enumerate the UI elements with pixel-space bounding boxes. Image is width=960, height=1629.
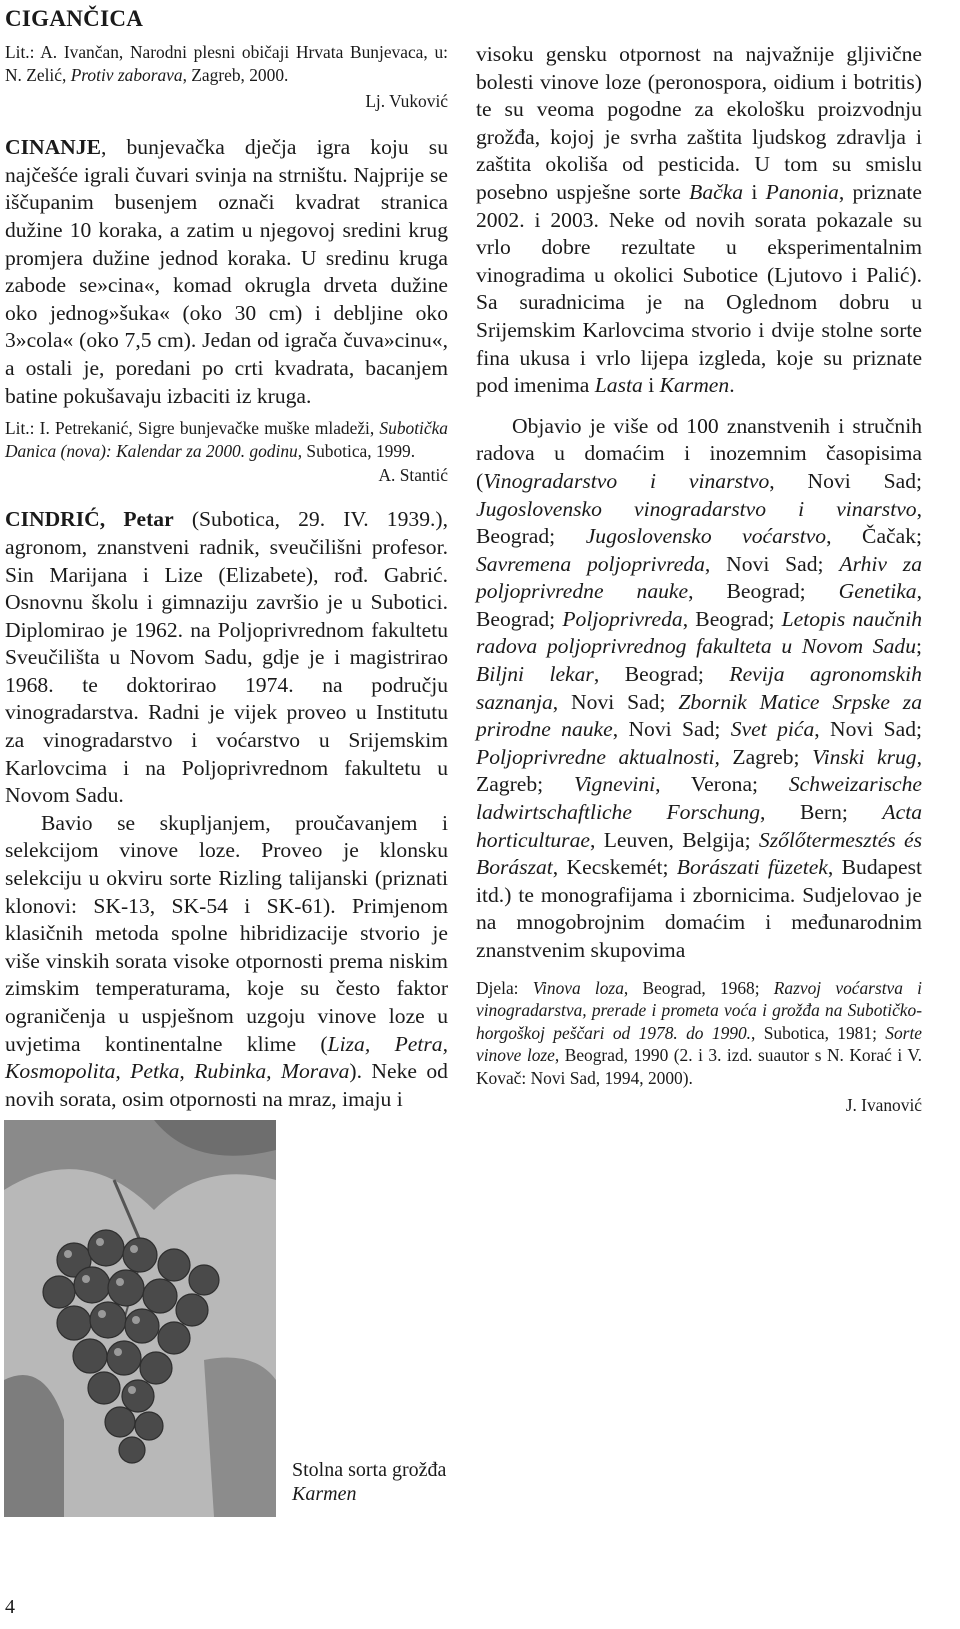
text-run: [525, 208, 535, 232]
text-run: je: [646, 290, 663, 315]
text-run: često: [335, 976, 381, 1001]
text-run: te: [476, 97, 492, 122]
text-run: Neke: [371, 1059, 417, 1084]
text-run: u: [594, 262, 605, 287]
text-run: [745, 208, 755, 232]
text-run: [106, 1004, 118, 1028]
text-run: klime: [246, 1031, 297, 1056]
text-run: [178, 838, 199, 862]
text-run: [586, 346, 596, 370]
text-run: [81, 1032, 105, 1056]
text-run: [826, 125, 836, 149]
text-run: sorte: [880, 317, 922, 342]
text-run: na: [262, 1086, 283, 1111]
text-run: U: [754, 152, 770, 177]
text-run: vrlo: [476, 235, 511, 260]
text-run: priznate: [852, 345, 923, 370]
text-run: [570, 346, 580, 370]
text-run: [159, 921, 171, 945]
text-run: [362, 1059, 371, 1083]
text-run: SK-13,: [93, 893, 156, 918]
text-run: [662, 290, 684, 314]
right-column: [476, 0, 922, 1116]
italic-text: Petra,: [394, 1031, 448, 1056]
text-run: [250, 894, 266, 918]
text-run: svrha: [630, 124, 677, 149]
text-run: na: [712, 42, 734, 66]
text-run: imenima: [513, 373, 590, 398]
text-run: 2003.: [550, 207, 599, 232]
text-run: hibridizacije: [239, 921, 348, 946]
text-run: [282, 866, 289, 890]
text-run: Primjenom: [352, 893, 449, 918]
text-run: Karlovcima: [582, 317, 685, 342]
text-run: sorte: [638, 179, 681, 204]
text-run: Oglednom: [726, 290, 818, 315]
text-run: kojoj: [550, 124, 595, 149]
text-run: i: [534, 207, 541, 232]
cindric-works: Djela: Vinova loza, Beograd, 1968; Razvoj voćarstva i vinogradarstva, prerade i prometa voća i grožđa na Subotičko-horgoškoj peščari od 1978. do 1990., Subotica, 1981; Sorte vinove loze, Beograd, 1990 (2. i 3. izd. suautor s N. Korać i V. Kovač: Novi Sad, 1994, 2000).: [476, 977, 923, 1088]
text-run: fina: [476, 345, 510, 370]
text-run: Srijemskim: [476, 317, 576, 342]
text-run: loze.: [198, 838, 241, 863]
text-run: [677, 125, 687, 149]
text-run: [320, 976, 336, 1000]
text-run: stolne: [821, 317, 874, 342]
text-run: vrlo: [595, 345, 631, 370]
text-run: je: [432, 921, 448, 946]
text-run: sorata,: [59, 1086, 117, 1111]
text-run: [733, 42, 745, 66]
italic-text: Kosmopolita,: [5, 1059, 121, 1084]
text-run: Palić).: [866, 262, 923, 287]
italic-text: [272, 1059, 281, 1083]
text-run: u: [725, 235, 737, 260]
text-run: [620, 125, 630, 149]
text-run: [417, 1059, 426, 1083]
cinanje-signature: A. Stantić: [378, 465, 448, 486]
text-run: Sa: [476, 290, 498, 315]
text-run: [129, 1004, 141, 1028]
text-run: koje: [246, 976, 285, 1001]
text-run: u: [118, 1004, 129, 1028]
text-run: [813, 346, 823, 370]
text-run: [758, 263, 767, 287]
text-run: osim: [121, 1086, 164, 1111]
text-run: otpornosti: [235, 948, 324, 973]
italic-text: Liza,: [327, 1031, 371, 1056]
text-run: zaštita: [476, 152, 532, 177]
cindric-paragraph-3: Objavio je više od 100 znanstvenih i stručnih radova u domaćim i inozemnim časopisima (Vinogradarstvo i vinarstvo, Novi Sad; Jugoslovensko vinogradarstvo i vinarstvo, Beograd; Jugoslovensko voćarstvo, Čačak; Savremena poljoprivreda, Novi Sad; Arhiv za poljoprivredne nauke, Beograd; Genetika, Beograd; Poljoprivreda, Beograd; Letopis naučnih radova poljoprivrednog fakulteta u Novom Sadu; Biljni lekar, Beograd; Revija agronomskih saznanja, Novi Sad; Zbornik Matice Srpske za prirodne nauke, Novi Sad; Svet pića, Novi Sad; Poljoprivredne aktualnosti, Zagreb; Vinski krug, Zagreb; Vignevini, Verona; Schweizarische ladwirtschaftliche Forschung, Bern; Acta horticulturae, Leuven, Belgija; Szőlőtermesztés és Borászat, Kecskemét; Borászati füzetek, Budapest itd.) te monografijama i zbornicima. Sudjelovao je na mnogobrojnim domaćim i međunarodnim znanstvenim skupovima: [476, 413, 923, 962]
text-run: metoda: [95, 921, 159, 946]
text-run: i: [851, 262, 858, 287]
text-run: najvažnije: [745, 42, 835, 66]
text-run: i: [758, 317, 765, 342]
text-run: skupljanjem,: [159, 810, 271, 835]
text-run: vinove: [540, 69, 599, 94]
text-run: gljivične: [846, 42, 922, 66]
text-run: eksperimentalnim: [767, 235, 922, 260]
text-run: koje: [776, 345, 814, 370]
text-run: [701, 42, 713, 66]
text-run: [714, 97, 727, 121]
text-run: [284, 976, 300, 1000]
text-run: i: [841, 69, 848, 94]
text-run: [135, 811, 160, 835]
text-run: (priznati: [374, 866, 448, 891]
text-run: [534, 42, 546, 66]
text-run: [682, 97, 695, 121]
text-run: pesticida.: [657, 152, 741, 177]
text-run: [425, 1004, 437, 1028]
text-run: [674, 263, 683, 287]
text-run: ekološku: [726, 97, 805, 122]
text-run: [99, 838, 120, 862]
text-run: novih: [695, 207, 745, 232]
text-run: sorte: [169, 866, 212, 891]
text-run: dobru: [839, 290, 890, 315]
text-run: loze: [605, 69, 642, 94]
text-run: stvorio: [360, 921, 421, 946]
page-number: 4: [5, 1596, 15, 1618]
text-run: zimskim: [5, 976, 80, 1001]
text-run: temperaturama,: [95, 976, 231, 1001]
text-run: [531, 152, 545, 176]
text-run: izgleda,: [698, 345, 767, 370]
text-run: [348, 921, 360, 945]
text-run: su: [832, 152, 852, 177]
text-run: (Ljutovo: [766, 262, 843, 287]
text-run: [359, 838, 380, 862]
text-run: [585, 263, 594, 287]
text-run: [368, 866, 375, 890]
text-run: [510, 346, 520, 370]
text-run: rezultate: [621, 235, 696, 260]
text-run: [889, 290, 911, 314]
text-run: priznate: [852, 179, 923, 204]
text-run: [228, 921, 240, 945]
text-run: [594, 97, 607, 121]
text-run: [740, 152, 754, 176]
text-run: [322, 838, 343, 862]
italic-text: [121, 1059, 130, 1083]
text-run: [420, 921, 432, 945]
text-run: [770, 152, 784, 176]
text-run: otpornosti: [169, 1086, 257, 1111]
text-run: [737, 235, 768, 259]
text-run: dvije: [771, 317, 815, 342]
text-run: selekciju: [5, 866, 82, 891]
text-run: [82, 866, 89, 890]
text-run: od: [622, 152, 644, 177]
text-run: SK-54: [171, 893, 228, 918]
text-run: [576, 318, 583, 342]
text-run: Neke: [608, 207, 655, 232]
text-run: [608, 152, 622, 176]
text-run: vinskih: [45, 948, 110, 973]
text-run: uspješnom: [141, 1004, 234, 1028]
italic-text: Petka,: [130, 1059, 185, 1084]
italic-text: Bačka: [689, 179, 744, 204]
text-run: [605, 263, 614, 287]
cinanje-headword: CINANJE: [5, 135, 101, 160]
text-run: tom: [784, 152, 818, 177]
text-run: i: [648, 373, 655, 398]
grape-photo: [4, 1120, 276, 1517]
text-run: zdravlja: [836, 124, 907, 149]
text-run: pogodne: [607, 97, 682, 122]
text-run: ukusa: [519, 345, 570, 370]
cindric-intro: CINDRIĆ, Petar (Subotica, 29. IV. 1939.), agronom, znanstveni radnik, sveučilišni profesor. Sin Marijana i Lize (Elizabete), rođ. Gabrić. Osnovnu školu i gimnaziju završio je u Subotici. Diplomirao je 1962. na Poljoprivrednom fakultetu Sveučilišta u Novom Sadu, gdje je i magistrirao 1968. te doktorirao 1974. na području vinogradarstva. Radni je vijek proveo u Institutu za vinogradarstvo i voćarstvo u Srijemskim Karlovcima i na Poljoprivrednom fakultetu u Novom Sadu.: [5, 507, 448, 808]
photo-caption: Stolna sorta grožđa Karmen: [292, 1459, 447, 1505]
text-run: otpornost: [619, 42, 701, 66]
cindric-paragraph-2-continued: [476, 41, 922, 400]
text-run: ,: [838, 179, 845, 204]
text-run: [380, 976, 396, 1000]
text-run: [843, 346, 853, 370]
text-run: [625, 290, 647, 314]
text-run: vinove: [317, 1004, 377, 1028]
text-run: selekcijom: [5, 838, 99, 863]
text-run: [695, 235, 726, 259]
italic-text: Karmen: [659, 373, 730, 398]
text-run: gensku: [545, 42, 607, 66]
cig-signature: Lj. Vuković: [365, 91, 448, 112]
text-run: [851, 152, 865, 176]
text-run: visoke: [173, 948, 230, 973]
text-run: vinove: [119, 838, 179, 863]
text-run: u: [911, 290, 922, 315]
text-run: [591, 235, 622, 259]
text-run: kontinentalne: [104, 1031, 223, 1056]
text-run: [498, 290, 520, 314]
text-run: i: [244, 893, 251, 918]
text-run: [817, 290, 839, 314]
text-run: novih: [5, 1086, 55, 1111]
text-run: [240, 838, 261, 862]
text-run: [83, 921, 95, 945]
italic-text: Panonia: [765, 179, 839, 204]
text-run: [524, 97, 537, 121]
text-run: posebno: [476, 179, 548, 204]
text-run: Proveo: [261, 838, 323, 863]
text-run: [681, 180, 689, 204]
text-run: u: [88, 866, 100, 891]
text-run: uzgoju: [246, 1004, 306, 1028]
text-run: [742, 125, 752, 149]
text-run: [607, 42, 619, 66]
text-run: [689, 346, 699, 370]
text-run: SK-61).: [266, 893, 336, 918]
italic-text: Lasta: [594, 373, 643, 398]
text-run: faktor: [396, 976, 449, 1001]
cinanje-literature: Lit.: I. Petrekanić, Sigre bunjevačke muške mladeži, Subotička Danica (nova): Kalendar za 2000. godinu, Subotica, 1999.: [5, 418, 448, 461]
text-run: [806, 208, 816, 232]
text-run: [163, 866, 170, 890]
text-run: ograničenja: [5, 1004, 106, 1028]
text-run: su: [300, 976, 320, 1001]
text-run: [631, 180, 639, 204]
text-run: visoku: [476, 42, 534, 66]
text-run: uspješne: [556, 179, 631, 204]
text-run: lijepa: [640, 345, 689, 370]
cindric-signature: J. Ivanović: [845, 1094, 922, 1115]
text-run: okviru: [106, 866, 163, 891]
text-run: prema: [329, 948, 384, 973]
text-run: klonsku: [379, 838, 449, 863]
cindric-paragraph-2: [5, 810, 448, 1114]
text-run: je: [343, 838, 359, 863]
text-run: spolne: [171, 921, 228, 946]
text-run: oidium: [773, 69, 835, 94]
text-run: [305, 1004, 317, 1028]
text-run: pokazale: [816, 207, 893, 232]
text-run: i: [751, 179, 758, 204]
text-run: [873, 318, 880, 342]
cinanje-entry: CINANJE, bunjevačka dječja igra koju su najčešće igrali čuvari svinja na strništu. Najprije se iščupanim busenjem označi kvadrat stranica dužine 10 koraka, a zatim u njegovoj sredini krug promjera dužine jednod koraka. U sredinu kruga zabode se»cina«, komad okrugla drveta dužine oko jednog»šuka« (oko 30 cm) i debljine oko 3»cola« (oko 7,5 cm). Jedan od igrača čuva»cinu«, a ostali je, poredani po crti kvadrata, bacanjem batine pokušavaju izbaciti iz kruga.: [5, 135, 448, 408]
text-run: od: [426, 1059, 448, 1084]
text-run: [644, 152, 658, 176]
text-run: [155, 894, 171, 918]
text-run: botritis): [853, 69, 922, 94]
italic-text: Rubinka,: [194, 1059, 272, 1084]
text-run: se: [117, 810, 136, 835]
text-run: vinogradima: [476, 262, 586, 287]
text-run: [818, 152, 832, 176]
text-run: su: [902, 207, 923, 232]
text-run: [766, 346, 776, 370]
text-run: .: [729, 373, 735, 398]
text-run: Bavio: [41, 810, 93, 835]
text-run: zaštita: [686, 124, 743, 149]
text-run: [893, 208, 903, 232]
text-run: sorata: [754, 207, 807, 232]
text-run: imaju: [342, 1086, 392, 1111]
text-run: Subotice: [682, 262, 759, 287]
text-run: Rizling: [218, 866, 282, 891]
text-run: [595, 125, 605, 149]
text-run: uvjetima: [5, 1031, 81, 1056]
text-run: [231, 976, 247, 1000]
text-run: ljudskog: [752, 124, 827, 149]
cindric-headword: CINDRIĆ, Petar: [5, 507, 174, 532]
text-run: [548, 180, 556, 204]
text-run: su: [823, 345, 843, 370]
text-run: [234, 1004, 246, 1028]
text-run: i: [579, 345, 586, 370]
text-run: su: [504, 97, 524, 122]
text-run: [540, 125, 550, 149]
text-run: [599, 208, 609, 232]
text-run: proizvodnju: [817, 97, 922, 122]
text-run: [540, 208, 550, 232]
italic-text: Morava: [281, 1059, 350, 1084]
text-run: 2002.: [476, 207, 525, 232]
text-run: [271, 811, 296, 835]
text-run: [511, 235, 542, 259]
text-run: više: [5, 948, 40, 973]
text-run: proučavanjem: [295, 810, 418, 835]
text-run: veoma: [536, 97, 595, 122]
text-run: [336, 894, 352, 918]
italic-text: [185, 1059, 194, 1083]
text-run: klonovi:: [5, 893, 77, 918]
text-run: loze: [388, 1004, 425, 1028]
text-run: [805, 97, 818, 121]
text-run: niskim: [389, 948, 448, 973]
text-run: [492, 97, 505, 121]
text-run: stvorio: [691, 317, 752, 342]
text-run: je: [604, 124, 621, 149]
text-run: [77, 894, 93, 918]
text-run: talijanski: [288, 866, 368, 891]
italic-text: [370, 1032, 394, 1056]
text-run: [906, 125, 916, 149]
text-run: bolesti: [476, 69, 534, 94]
text-run: [631, 346, 641, 370]
text-run: suradnicima: [519, 290, 625, 315]
text-run: [704, 290, 726, 314]
text-run: sorata: [115, 948, 168, 973]
text-run: [222, 1032, 246, 1056]
text-run: za: [694, 97, 714, 122]
text-run: ).: [349, 1059, 362, 1084]
text-run: u: [437, 1004, 449, 1028]
text-run: [686, 208, 696, 232]
text-run: dobre: [541, 235, 591, 260]
text-run: [857, 263, 866, 287]
text-run: i: [441, 810, 448, 835]
text-run: smislu: [865, 152, 922, 177]
text-run: [93, 811, 118, 835]
text-run: od: [664, 207, 686, 232]
text-run: [296, 1032, 320, 1056]
text-run: (peronospora,: [647, 69, 768, 94]
text-run: okolici: [613, 262, 674, 287]
text-run: [757, 180, 765, 204]
text-run: [654, 208, 664, 232]
text-run: [376, 1004, 388, 1028]
text-run: okoliša: [545, 152, 608, 177]
text-run: grožđa,: [476, 124, 541, 149]
running-head: CIGANČICA: [5, 6, 144, 31]
text-run: pod: [476, 373, 509, 398]
text-run: [417, 811, 442, 835]
text-run: [228, 894, 244, 918]
text-run: i: [396, 1086, 403, 1111]
text-run: mraz,: [288, 1086, 337, 1111]
text-run: i: [916, 124, 923, 149]
text-run: klasičnih: [5, 921, 83, 946]
text-run: na: [683, 290, 705, 315]
text-run: (: [320, 1031, 328, 1056]
text-run: [79, 976, 95, 1000]
text-run: [834, 42, 846, 66]
left-column: [5, 0, 448, 1113]
cig-literature: Lit.: A. Ivančan, Narodni plesni običaji Hrvata Bunjevaca, u: N. Zelić, Protiv zaborava, Zagreb, 2000.: [5, 42, 448, 85]
